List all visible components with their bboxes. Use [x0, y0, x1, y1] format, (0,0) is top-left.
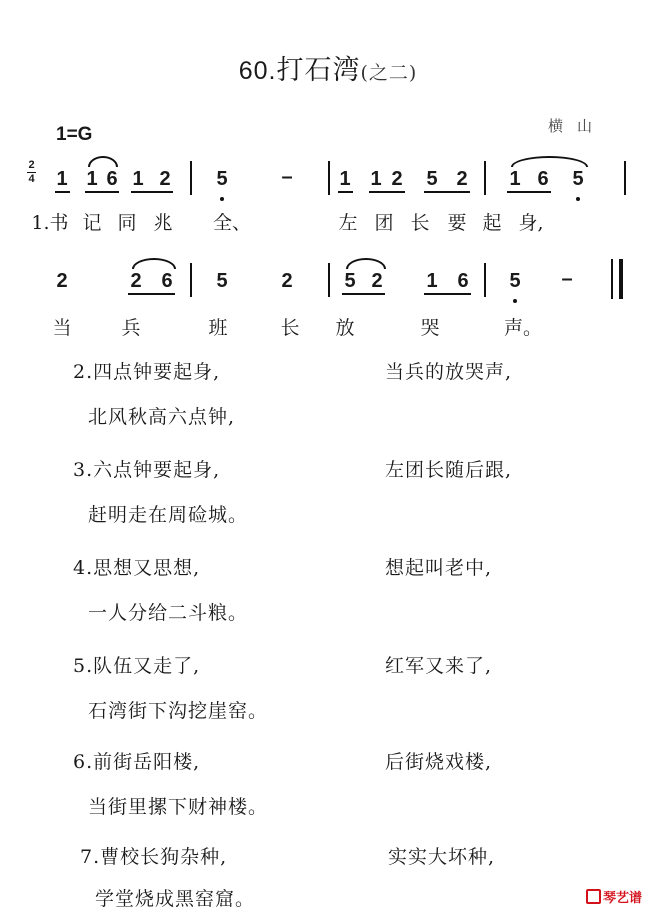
- note: 2: [371, 270, 383, 292]
- verse-3-line-c: 赶明走在周硷城。: [88, 504, 249, 526]
- verse-3-line-b: 左团长随后跟,: [385, 459, 513, 481]
- verse-7-line-b: 实实大坏种,: [388, 846, 496, 868]
- bar-line: [484, 161, 486, 195]
- note: 2: [456, 168, 468, 190]
- note: 6: [106, 168, 118, 190]
- verse-5-line-a: 5.队伍又走了,: [73, 655, 201, 677]
- key-signature: 1=G: [56, 124, 93, 145]
- lyric: 起: [482, 212, 502, 234]
- note: 2: [281, 270, 293, 292]
- lyric: 长: [410, 212, 430, 234]
- lyric: 全、: [212, 212, 252, 234]
- verse-7-line-c: 学堂烧成黑窑窟。: [95, 888, 256, 910]
- song-subtitle: (之二): [360, 62, 418, 84]
- bar-line: [190, 263, 192, 297]
- verse-6-line-a: 6.前街岳阳楼,: [73, 751, 201, 773]
- tie: [88, 156, 118, 167]
- lyric: 要: [447, 212, 467, 234]
- note: 6: [161, 270, 173, 292]
- lyric: 当: [52, 317, 72, 339]
- verse-2-line-b: 当兵的放哭声,: [385, 361, 513, 383]
- note: 5: [509, 270, 521, 292]
- underline: [507, 191, 551, 193]
- low-octave-dot: [220, 197, 224, 201]
- note: 5: [572, 168, 584, 190]
- verse-5-line-b: 红军又来了,: [385, 655, 493, 677]
- lyric: 长: [280, 317, 300, 339]
- lyric: 团: [374, 212, 394, 234]
- note: 1: [426, 270, 438, 292]
- note: 6: [537, 168, 549, 190]
- note: 2: [130, 270, 142, 292]
- time-signature-bottom: 4: [28, 173, 35, 185]
- lyric: 1.书: [31, 212, 69, 234]
- song-title: [0, 48, 656, 87]
- time-signature-top: 2: [28, 159, 35, 171]
- watermark-text: 琴艺谱: [602, 890, 642, 905]
- lyric: 放: [335, 317, 355, 339]
- note: 1: [339, 168, 351, 190]
- lyric: 身,: [518, 212, 544, 234]
- lyric: 左: [338, 212, 358, 234]
- dash: –: [561, 268, 573, 290]
- lyric: 兵: [121, 317, 141, 339]
- bar-line: [328, 161, 330, 195]
- watermark: [586, 887, 642, 906]
- low-octave-dot: [513, 299, 517, 303]
- note: 1: [132, 168, 144, 190]
- lyric: 班: [208, 317, 228, 339]
- verse-6-line-c: 当街里摞下财神楼。: [88, 796, 269, 818]
- note: 5: [216, 270, 228, 292]
- underline: [131, 191, 173, 193]
- final-bar-thin: [611, 259, 613, 299]
- note: 2: [391, 168, 403, 190]
- verse-4-line-c: 一人分给二斗粮。: [88, 602, 249, 624]
- underline: [55, 191, 70, 193]
- note: 5: [216, 168, 228, 190]
- tie: [511, 156, 588, 167]
- verse-2-line-c: 北风秋高六点钟,: [88, 406, 236, 428]
- underline: [338, 191, 353, 193]
- note: 5: [426, 168, 438, 190]
- note: 6: [457, 270, 469, 292]
- song-title-text: 打石湾: [276, 55, 361, 86]
- note: 1: [370, 168, 382, 190]
- note: 2: [159, 168, 171, 190]
- tie: [346, 258, 386, 269]
- verse-3-line-a: 3.六点钟要起身,: [73, 459, 221, 481]
- lyric: 记: [82, 212, 102, 234]
- note: 1: [56, 168, 68, 190]
- lyric: 同: [117, 212, 137, 234]
- verse-4-line-a: 4.思想又思想,: [73, 557, 201, 579]
- verse-6-line-b: 后街烧戏楼,: [385, 751, 493, 773]
- verse-5-line-c: 石湾街下沟挖崖窑。: [88, 700, 269, 722]
- note: 1: [509, 168, 521, 190]
- note: 1: [86, 168, 98, 190]
- tie: [132, 258, 176, 269]
- bar-line: [190, 161, 192, 195]
- verse-2-line-a: 2.四点钟要起身,: [73, 361, 221, 383]
- song-region: 横山: [547, 117, 606, 135]
- lyric: 兆: [153, 212, 173, 234]
- underline: [369, 191, 405, 193]
- lyric: 哭: [420, 317, 440, 339]
- underline: [342, 293, 385, 295]
- underline: [424, 191, 470, 193]
- time-signature: [27, 160, 36, 185]
- lyric: 声。: [503, 317, 543, 339]
- final-bar-thick: [619, 259, 623, 299]
- song-number: 60.: [238, 57, 277, 85]
- bar-line: [624, 161, 626, 195]
- dash: –: [281, 166, 293, 188]
- verse-4-line-b: 想起叫老中,: [385, 557, 493, 579]
- note: 2: [56, 270, 68, 292]
- underline: [85, 191, 119, 193]
- verse-7-line-a: 7.曹校长狗杂种,: [80, 846, 228, 868]
- underline: [424, 293, 471, 295]
- note: 5: [344, 270, 356, 292]
- underline: [128, 293, 175, 295]
- watermark-logo-icon: [586, 889, 601, 904]
- bar-line: [328, 263, 330, 297]
- bar-line: [484, 263, 486, 297]
- low-octave-dot: [576, 197, 580, 201]
